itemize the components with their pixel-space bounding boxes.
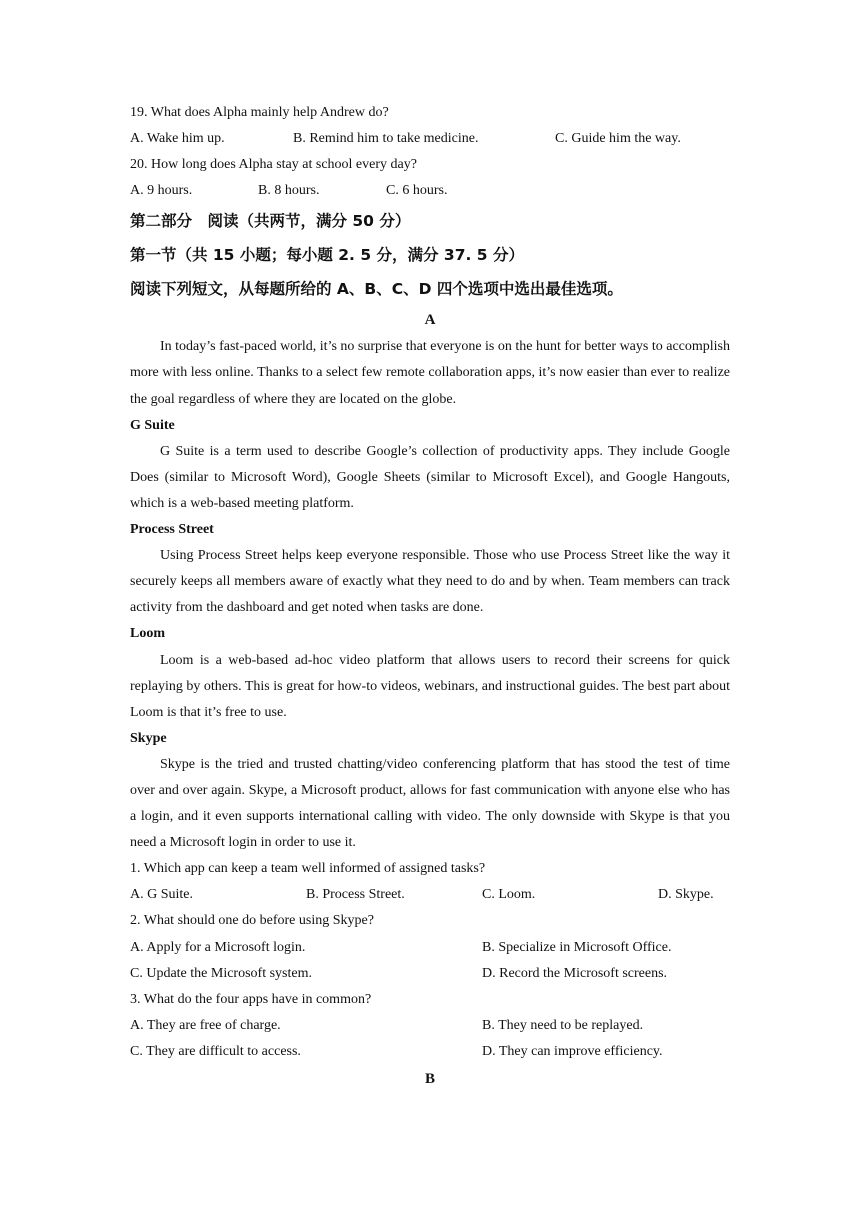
option-d: D. Record the Microsoft screens. xyxy=(482,965,668,981)
question-20: 20. How long does Alpha stay at school every day? xyxy=(130,157,417,173)
question-2-options-row-1 xyxy=(130,935,730,961)
option-b: B. Remind him to take medicine. xyxy=(293,131,479,147)
passage-a-letter: A xyxy=(424,312,436,329)
question-3: 3. What do the four apps have in common? xyxy=(130,991,372,1007)
question-2-options-row-2 xyxy=(130,961,730,987)
option-a: A. Wake him up. xyxy=(130,131,225,147)
option-c: C. Guide him the way. xyxy=(555,131,681,147)
app-text-process-street: Using Process Street helps keep everyone responsible. Those who use Process Street like the way it securely keeps all members aware of exactly what they need to do and by when. Team members can track activity from the dashboard and get noted when tasks are done. xyxy=(130,548,730,616)
app-heading-skype: Skype xyxy=(130,730,167,746)
question-1: 1. Which app can keep a team well informed of assigned tasks? xyxy=(130,861,486,877)
option-d: D. They can improve efficiency. xyxy=(482,1043,663,1059)
option-c: C. Loom. xyxy=(482,887,536,903)
option-b: B. Process Street. xyxy=(306,887,405,903)
app-text-skype: Skype is the tried and trusted chatting/video conferencing platform that has stood the test of time over and over again. Skype, a Microsoft product, allows for fast communication with anyone else who has a login, and it even supports international calling with video. The only downside with Skype is that you need a Microsoft login in order to use it. xyxy=(130,756,730,851)
instruction-text: 阅读下列短文，从每题所给的 A、B、C、D 四个选项中选出最佳选项。 xyxy=(130,280,623,299)
app-heading-g-suite: G Suite xyxy=(130,417,175,433)
question-19-options xyxy=(130,126,730,152)
subsection-title: 第一节（共 15 小题；每小题 2. 5 分，满分 37. 5 分） xyxy=(130,246,524,265)
option-d: D. Skype. xyxy=(658,887,714,903)
app-text-g-suite: G Suite is a term used to describe Google’s collection of productivity apps. They include Google Does (similar to Microsoft Word), Google Sheets (similar to Microsoft Excel), and Google Hangouts, which is a web-based meeting platform. xyxy=(130,443,730,511)
question-1-options xyxy=(130,882,730,908)
question-19: 19. What does Alpha mainly help Andrew do? xyxy=(130,105,389,120)
question-3-options-row-1 xyxy=(130,1013,730,1039)
option-b: B. They need to be replayed. xyxy=(482,1017,644,1033)
option-c: C. 6 hours. xyxy=(386,183,448,199)
option-b: B. Specialize in Microsoft Office. xyxy=(482,939,672,955)
option-c: C. Update the Microsoft system. xyxy=(130,965,312,981)
passage-b-letter: B xyxy=(424,1071,435,1087)
option-a: A. Apply for a Microsoft login. xyxy=(130,939,306,955)
option-a: A. 9 hours. xyxy=(130,183,193,199)
app-heading-loom: Loom xyxy=(130,626,165,642)
passage-a-intro: In today’s fast-paced world, it’s no surprise that everyone is on the hunt for better ways to accomplish more with less online. Thanks to a select few remote collaboration apps, it’s now easier than ever to realize the goal regardless of where they are located on the globe. xyxy=(130,339,730,407)
question-2: 2. What should one do before using Skype? xyxy=(130,913,374,929)
app-text-loom: Loom is a web-based ad-hoc video platform that allows users to record their screens for quick replaying by others. This is great for how-to videos, webinars, and instructional guides. The best part about Loom is that it’s free to use. xyxy=(130,652,730,720)
exam-page xyxy=(130,100,730,1093)
app-heading-process-street: Process Street xyxy=(130,522,214,538)
question-3-options-row-2 xyxy=(130,1039,730,1065)
question-20-options xyxy=(130,178,730,204)
option-a: A. G Suite. xyxy=(130,887,193,903)
option-b: B. 8 hours. xyxy=(258,183,320,199)
section-part-title: 第二部分 阅读（共两节，满分 50 分） xyxy=(130,212,411,231)
option-a: A. They are free of charge. xyxy=(130,1017,281,1033)
option-c: C. They are difficult to access. xyxy=(130,1043,301,1059)
